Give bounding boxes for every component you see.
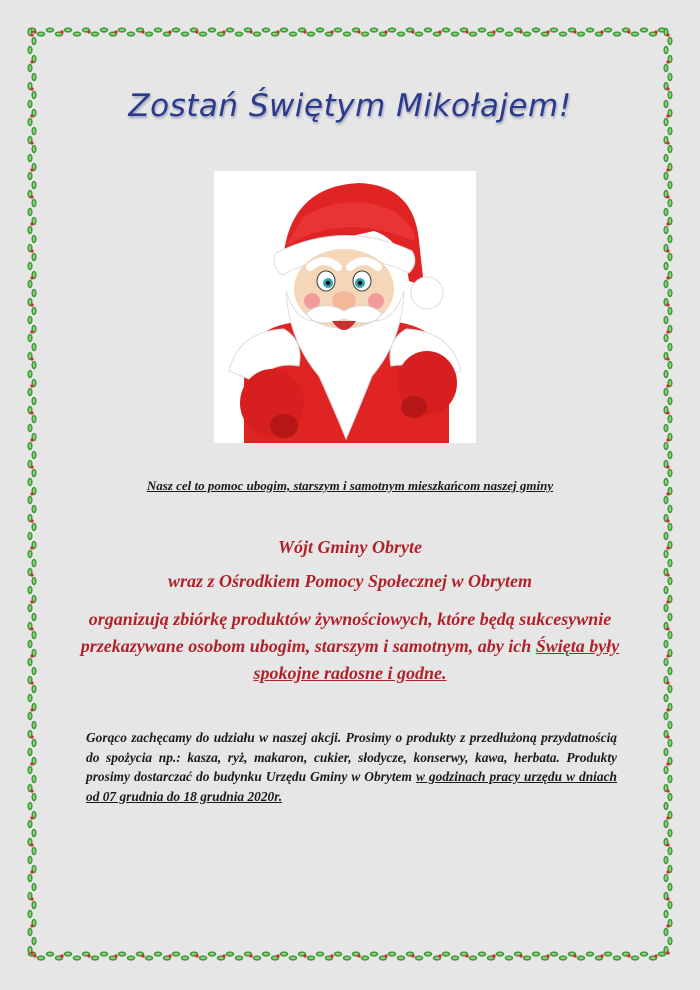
details-body: Gorąco zachęcamy do udziału w naszej akcji. Prosimy o produkty z przedłużoną przydatnością do spożycia np.: kasza, ryż, makaron, cukier, słodycze, konserwy, kawa, herbata. Produkty prosimy dostarczać do budynku Urzędu Gminy w Obrytem bbox=[86, 730, 617, 784]
announcement-body: organizują zbiórkę produktów żywnościowych, które będą sukcesywnie przekazywane osobom ubogim, starszym i samotnym, aby ich bbox=[80, 609, 612, 656]
details-paragraph bbox=[86, 728, 617, 806]
partner-name: wraz z Ośrodkiem Pomocy Społecznej w Obrytem bbox=[168, 571, 532, 591]
details-dates: w godzinach pracy urzędu w dniach od 07 grudnia do 18 grudnia 2020r. bbox=[86, 769, 617, 804]
page-title: Zostań Świętym Mikołajem! bbox=[128, 88, 572, 124]
mission-statement: Nasz cel to pomoc ubogim, starszym i samotnym mieszkańcom naszej gminy bbox=[146, 478, 554, 493]
organizer-name: Wójt Gminy Obryte bbox=[278, 537, 422, 557]
announcement-highlight: Święta były spokojne radosne i godne. bbox=[253, 636, 620, 683]
santa-image bbox=[214, 171, 476, 443]
santa-claus-icon bbox=[214, 171, 476, 443]
announcement-text bbox=[60, 606, 640, 687]
